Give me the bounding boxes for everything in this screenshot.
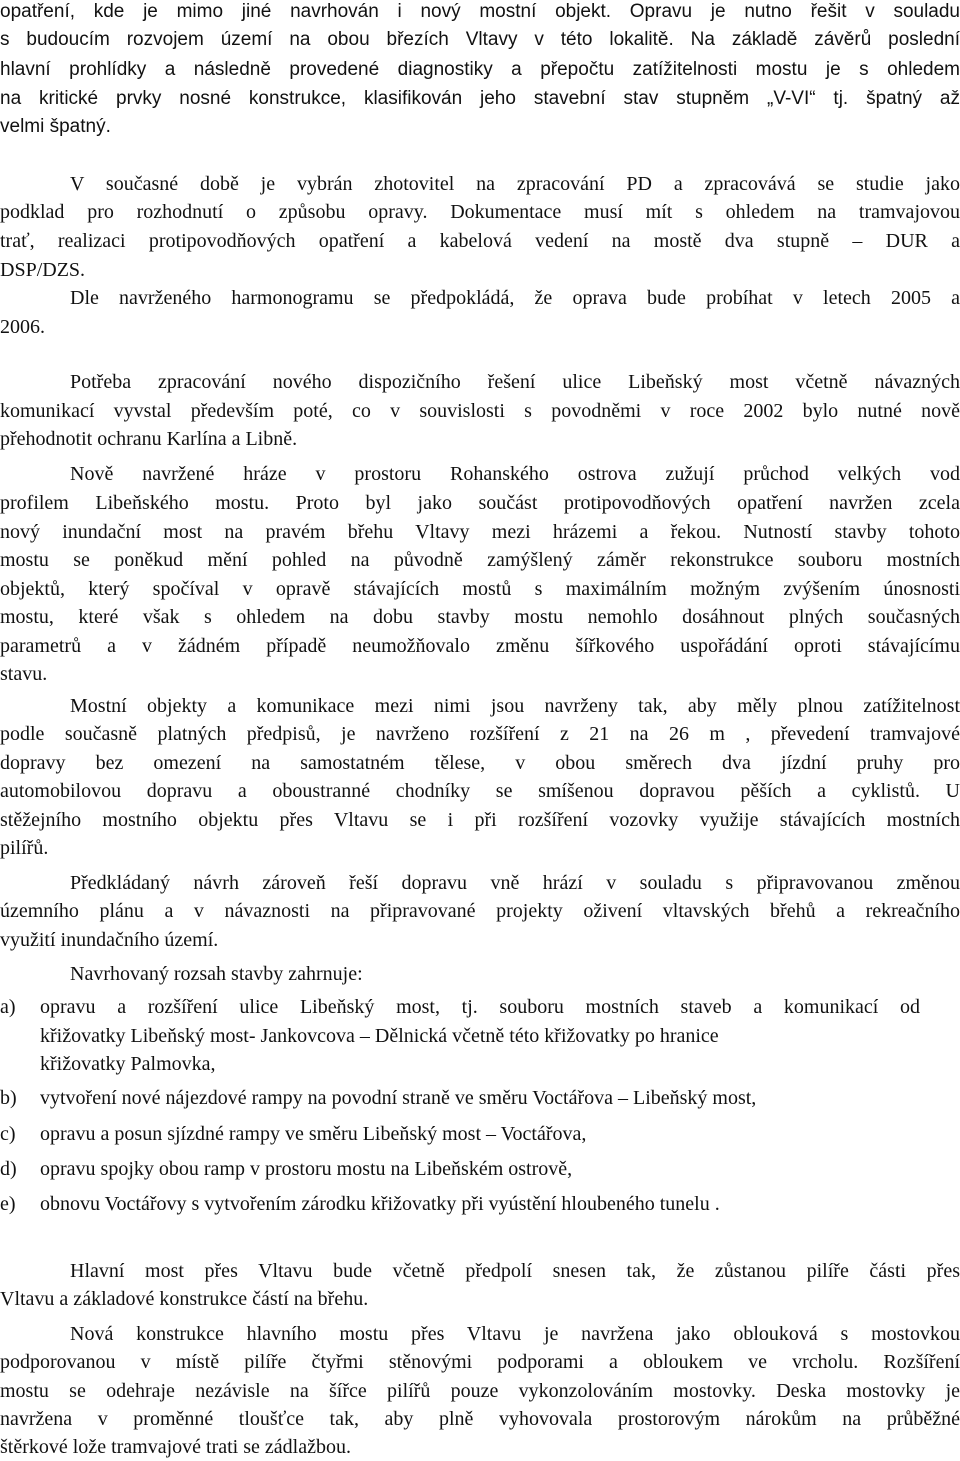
list-item-label: c)	[0, 1123, 16, 1145]
text-line: opravu spojky obou ramp v prostoru mostu na Libeňském ostrově,	[40, 1158, 573, 1180]
text-line: podporovanou v místě pilíře čtyřmi stěnovými podporami a obloukem ve vrcholu. Rozšíření	[0, 1351, 960, 1373]
paragraph-rozsah-stavby: Navrhovaný rozsah stavby zahrnuje:	[70, 963, 363, 985]
text-line: na kritické prvky nosné konstrukce, klasifikován jeho stavební stav stupněm „V-VI“ tj. špatný až	[0, 88, 960, 109]
text-line: Potřeba zpracování nového dispozičního řešení ulice Libeňský most včetně návazných	[70, 371, 960, 393]
text-line: obnovu Voctářovy s vytvořením zárodku křižovatky při vyústění hloubeného tunelu .	[40, 1193, 720, 1215]
text-line: vytvoření nové nájezdové rampy na povodní straně ve směru Voctářova – Libeňský most,	[40, 1087, 757, 1109]
text-line: velmi špatný.	[0, 116, 111, 137]
text-line: Hlavní most přes Vltavu bude včetně předpolí snesen tak, že zůstanou pilíře části přes	[70, 1260, 960, 1282]
text-line: územního plánu a v návaznosti na připravované projekty oživení vltavských břehů a rekreačního	[0, 900, 960, 922]
text-line: mostu se poněkud mění pohled na původně zamýšlený záměr rekonstrukce souboru mostních	[0, 549, 960, 571]
text-line: komunikací vyvstal především poté, co v souvislosti s povodněmi v roce 2002 bylo nutné nově	[0, 400, 960, 422]
text-line: opravu a rozšíření ulice Libeňský most, tj. souboru mostních staveb a komunikací od	[40, 996, 920, 1018]
text-line: nový inundační most na pravém břehu Vltavy mezi hrázemi a řekou. Nutností stavby tohoto	[0, 521, 960, 543]
text-line: stěžejního mostního objektu přes Vltavu se i při rozšíření vozovky využije stávajících mostních	[0, 809, 960, 831]
text-line: profilem Libeňského mostu. Proto byl jako součást protipovodňových opatření navržen zcela	[0, 492, 960, 514]
text-line: opatření, kde je mimo jiné navrhován i nový mostní objekt. Opravu je nutno řešit v souladu	[0, 1, 960, 22]
text-line: podle současně platných předpisů, je navrženo rozšíření z 21 na 26 m , převedení tramvajové	[0, 723, 960, 745]
text-line: 2006.	[0, 316, 45, 338]
text-line: štěrkové lože tramvajové trati se zádlažbou.	[0, 1436, 351, 1458]
text-line: s budoucím rozvojem území na obou březích Vltavy v této lokalitě. Na základě závěrů poslední	[0, 29, 960, 50]
text-line: podklad pro rozhodnutí o způsobu opravy. Dokumentace musí mít s ohledem na tramvajovou	[0, 201, 960, 223]
text-line: Nově navržené hráze v prostoru Rohanského ostrova zužují průchod velkých vod	[70, 463, 960, 485]
text-line: křižovatky Libeňský most- Jankovcova – Dělnická včetně této křižovatky po hranice	[40, 1025, 719, 1047]
text-line: Dle navrženého harmonogramu se předpokládá, že oprava bude probíhat v letech 2005 a	[70, 287, 960, 309]
text-line: využití inundačního území.	[0, 929, 219, 951]
text-line: automobilovou dopravu a oboustranné chodníky se smíšenou dopravou pěších a cyklistů. U	[0, 780, 960, 802]
list-item-label: d)	[0, 1158, 17, 1180]
list-item-label: b)	[0, 1087, 17, 1109]
text-line: parametrů a v žádném případě neumožňovalo změnu šířkového uspořádání oproti stávajícímu	[0, 635, 960, 657]
list-item-label: e)	[0, 1193, 16, 1215]
text-line: Vltavu a základové konstrukce částí na břehu.	[0, 1288, 369, 1310]
text-line: Nová konstrukce hlavního mostu přes Vltavu je navržena jako oblouková s mostovkou	[70, 1323, 960, 1345]
text-line: mostu se odehraje nezávisle na šířce pilířů pouze vykonzolováním mostovky. Deska mostovky je	[0, 1380, 960, 1402]
text-line: křižovatky Palmovka,	[40, 1053, 216, 1075]
text-line: objektů, který spočíval v opravě stávajících mostů s maximálním možným zvýšením únosnosti	[0, 578, 960, 600]
text-line: opravu a posun sjízdné rampy ve směru Libeňský most – Voctářova,	[40, 1123, 587, 1145]
text-line: trať, realizaci protipovodňových opatření a kabelová vedení na mostě dva stupně – DUR a	[0, 230, 960, 252]
text-line: V současné době je vybrán zhotovitel na zpracování PD a zpracovává se studie jako	[70, 173, 960, 195]
text-line: pilířů.	[0, 837, 49, 859]
text-line: navržena v proměnné tloušťce tak, aby plně vyhovovala prostorovým nárokům na průběžné	[0, 1408, 960, 1430]
text-line: dopravy bez omezení na samostatném tělese, v obou směrech dva jízdní pruhy pro	[0, 752, 960, 774]
text-line: hlavní prohlídky a následně provedené diagnostiky a přepočtu zatížitelnosti mostu je s ohledem	[0, 59, 960, 80]
text-line: Mostní objekty a komunikace mezi nimi jsou navrženy tak, aby měly plnou zatížitelnost	[70, 695, 960, 717]
text-line: stavu.	[0, 663, 48, 685]
text-line: přehodnotit ochranu Karlína a Libně.	[0, 428, 298, 450]
list-item-label: a)	[0, 996, 16, 1018]
text-line: mostu, které však s ohledem na dobu stavby mostu nemohlo dosáhnout plných současných	[0, 606, 960, 628]
text-line: Předkládaný návrh zároveň řeší dopravu vně hrází v souladu s připravovanou změnou	[70, 872, 960, 894]
text-line: DSP/DZS.	[0, 259, 86, 281]
